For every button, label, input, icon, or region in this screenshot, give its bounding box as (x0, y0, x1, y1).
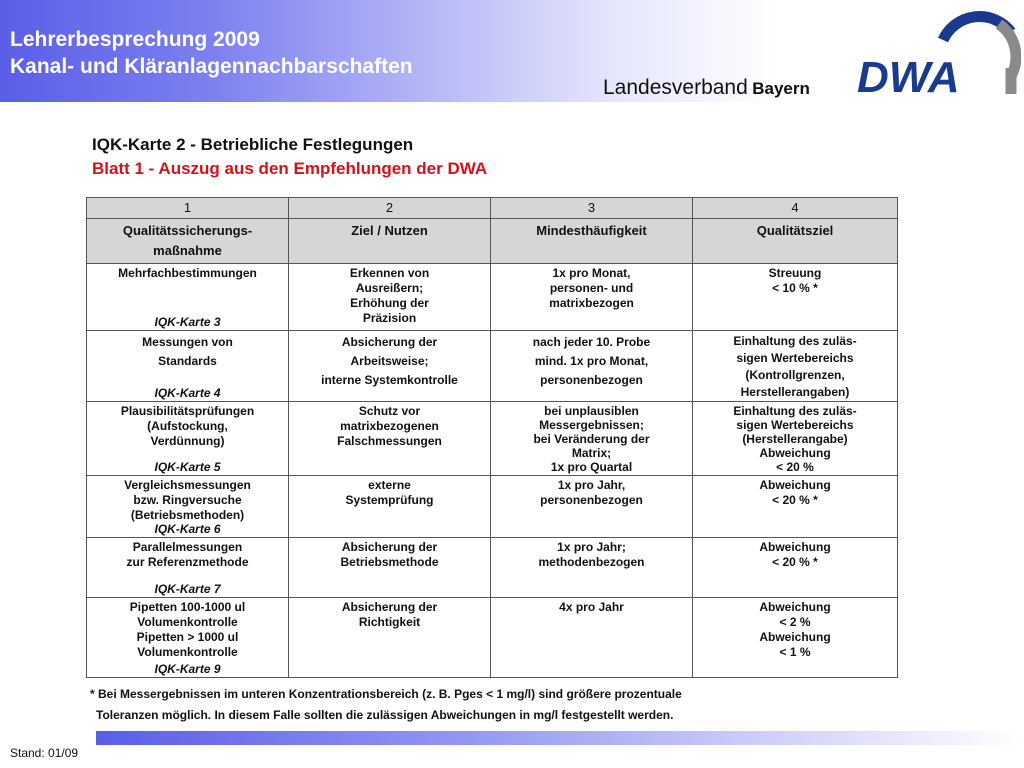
ziel-cell: Absicherung der Betriebsmethode (289, 538, 491, 598)
column-number: 1 (87, 198, 289, 219)
qualitaetsziel-cell: Abweichung < 2 % Abweichung < 1 % (693, 598, 898, 678)
qualitaetsziel-cell: Abweichung < 20 % * (693, 538, 898, 598)
landesverband-label (603, 76, 810, 100)
column-number-row (87, 198, 898, 219)
document-title: IQK-Karte 2 - Betriebliche Festlegungen (92, 135, 414, 154)
cell-content (89, 478, 286, 537)
ziel-cell: Absicherung der Richtigkeit (289, 598, 491, 678)
title-line-2: Kanal- und Kläranlagennachbarschaften (10, 55, 413, 78)
table-row (87, 402, 898, 476)
presentation-title (10, 26, 413, 80)
footnote (90, 684, 930, 726)
footnote-line-1: * Bei Messergebnissen im unteren Konzentrationsbereich (z. B. Pges < 1 mg/l) sind größere prozentuale (90, 687, 682, 701)
title-line-1: Lehrerbesprechung 2009 (10, 28, 260, 51)
iqk-table (86, 197, 898, 678)
column-number: 3 (491, 198, 693, 219)
haeufigkeit-cell: nach jeder 10. Probe mind. 1x pro Monat, personenbezogen (491, 331, 693, 402)
column-number: 2 (289, 198, 491, 219)
cell-content (89, 600, 286, 677)
karte-label: IQK-Karte 4 (154, 386, 221, 400)
massnahme-text: Vergleichsmessungen bzw. Ringversuche (Betriebsmethoden) (124, 478, 251, 522)
karte-label: IQK-Karte 5 (154, 460, 221, 474)
column-header-row (87, 219, 898, 264)
cell-content (89, 266, 286, 330)
column-header: Mindesthäufigkeit (491, 219, 693, 264)
haeufigkeit-cell: 1x pro Monat, personen- und matrixbezogen (491, 264, 693, 331)
haeufigkeit-cell: 1x pro Jahr; methodenbezogen (491, 538, 693, 598)
massnahme-text: Pipetten 100-1000 ul Volumenkontrolle Pipetten > 1000 ul Volumenkontrolle (129, 600, 246, 659)
ziel-cell: Absicherung der Arbeitsweise; interne Systemkontrolle (289, 331, 491, 402)
table-row (87, 476, 898, 538)
massnahme-text: Parallelmessungen zur Referenzmethode (126, 540, 249, 569)
massnahme-text: Mehrfachbestimmungen (118, 266, 257, 280)
cell-content (89, 333, 286, 401)
karte-label: IQK-Karte 3 (154, 315, 221, 329)
table-row (87, 264, 898, 331)
column-header: Ziel / Nutzen (289, 219, 491, 264)
massnahme-cell (87, 598, 289, 678)
qualitaetsziel-cell: Abweichung < 20 % * (693, 476, 898, 538)
footer-banner (96, 731, 1024, 745)
logo-text: DWA (857, 53, 960, 98)
karte-label: IQK-Karte 9 (154, 662, 221, 676)
massnahme-cell (87, 264, 289, 331)
karte-label: IQK-Karte 6 (154, 522, 221, 536)
massnahme-cell (87, 538, 289, 598)
document-subtitle: Blatt 1 - Auszug aus den Empfehlungen der DWA (92, 159, 488, 178)
stand-label: Stand: 01/09 (10, 746, 79, 760)
haeufigkeit-cell: 1x pro Jahr, personenbezogen (491, 476, 693, 538)
column-header: Qualitätssicherungs- maßnahme (87, 219, 289, 264)
massnahme-text: Messungen von Standards (142, 335, 233, 368)
ziel-cell: Erkennen von Ausreißern; Erhöhung der Präzision (289, 264, 491, 331)
qualitaetsziel-cell: Einhaltung des zuläs- sigen Wertebereichs (Herstellerangabe) Abweichung < 20 % (693, 402, 898, 476)
footnote-line-2: Toleranzen möglich. In diesem Falle sollten die zulässigen Abweichungen in mg/l festgestellt werden. (96, 708, 674, 722)
massnahme-cell (87, 402, 289, 476)
column-header: Qualitätsziel (693, 219, 898, 264)
cell-content (89, 540, 286, 597)
qualitaetsziel-cell: Einhaltung des zuläs- sigen Wertebereichs (Kontrollgrenzen, Herstellerangaben) (693, 331, 898, 402)
massnahme-cell (87, 476, 289, 538)
table-row (87, 331, 898, 402)
karte-label: IQK-Karte 7 (154, 582, 221, 596)
massnahme-cell (87, 331, 289, 402)
ziel-cell: externe Systemprüfung (289, 476, 491, 538)
haeufigkeit-cell: 4x pro Jahr (491, 598, 693, 678)
column-number: 4 (693, 198, 898, 219)
massnahme-text: Plausibilitätsprüfungen (Aufstockung, Verdünnung) (120, 404, 255, 448)
dwa-logo-icon (851, 4, 1021, 98)
qualitaetsziel-cell: Streuung < 10 % * (693, 264, 898, 331)
cell-content (89, 404, 286, 475)
region-text: Bayern (752, 79, 810, 98)
table-row (87, 598, 898, 678)
haeufigkeit-cell: bei unplausiblen Messergebnissen; bei Veränderung der Matrix; 1x pro Quartal (491, 402, 693, 476)
table-row (87, 538, 898, 598)
ziel-cell: Schutz vor matrixbezogenen Falschmessungen (289, 402, 491, 476)
landesverband-text: Landesverband (603, 76, 748, 99)
